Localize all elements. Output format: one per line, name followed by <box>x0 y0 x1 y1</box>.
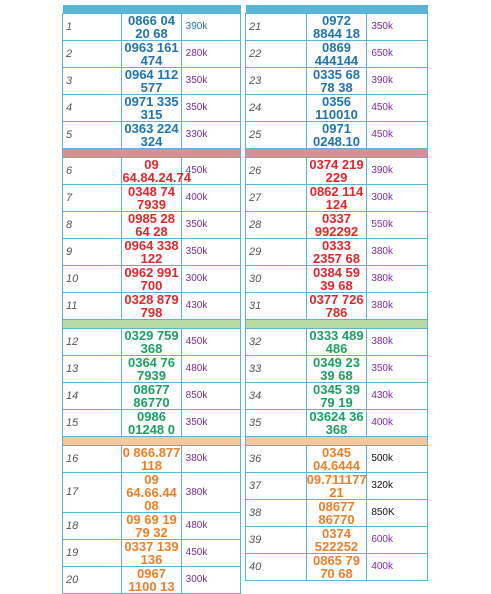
phone-number: 03624 36 368 <box>306 410 367 437</box>
phone-number: 0971 0248.10 <box>306 122 367 149</box>
phone-number: 0964 338 122 <box>122 239 181 266</box>
phone-number: 09 64.66.44 08 <box>122 473 181 513</box>
price: 390k <box>181 14 240 41</box>
price: 300k <box>181 567 240 594</box>
row-index: 2 <box>63 41 122 68</box>
price: 350k <box>181 95 240 122</box>
price: 450k <box>367 122 428 149</box>
price: 380k <box>367 293 428 320</box>
price: 480k <box>181 356 240 383</box>
phone-number: 0337 139 136 <box>122 540 181 567</box>
phone-number: 08677 86770 <box>122 383 181 410</box>
row-index: 23 <box>246 68 307 95</box>
row-index: 17 <box>63 473 122 513</box>
price: 320k <box>367 473 428 500</box>
phone-number: 0345 04.6444 <box>306 446 367 473</box>
table-row <box>246 527 428 554</box>
number-table-left <box>62 5 241 594</box>
price: 300k <box>367 185 428 212</box>
table-row <box>246 158 428 185</box>
table-row <box>246 293 428 320</box>
phone-number: 0869 444144 <box>306 41 367 68</box>
phone-number: 0862 114 124 <box>306 185 367 212</box>
price: 450k <box>181 158 240 185</box>
table-row <box>63 122 241 149</box>
phone-number: 0967 1100 13 <box>122 567 181 594</box>
row-index: 39 <box>246 527 307 554</box>
price: 480k <box>181 513 240 540</box>
table-row <box>246 329 428 356</box>
table-row <box>63 410 241 437</box>
phone-number: 0865 79 70 68 <box>306 554 367 581</box>
price: 350k <box>181 212 240 239</box>
row-index: 31 <box>246 293 307 320</box>
price: 450k <box>181 329 240 356</box>
row-index: 30 <box>246 266 307 293</box>
row-index: 21 <box>246 14 307 41</box>
phone-number: 0972 8844 18 <box>306 14 367 41</box>
row-index: 4 <box>63 95 122 122</box>
price: 380k <box>181 446 240 473</box>
table-row <box>246 446 428 473</box>
phone-number: 08677 86770 <box>306 500 367 527</box>
phone-number: 0329 759 368 <box>122 329 181 356</box>
row-index: 37 <box>246 473 307 500</box>
table-row <box>246 14 428 41</box>
table-row <box>63 513 241 540</box>
phone-number: 0384 59 39 68 <box>306 266 367 293</box>
table-row <box>246 68 428 95</box>
price: 400k <box>367 410 428 437</box>
price: 380k <box>367 266 428 293</box>
price: 400k <box>367 554 428 581</box>
phone-number: 09.711177 21 <box>306 472 367 500</box>
phone-number: 0335 68 78 38 <box>306 68 367 95</box>
row-index: 32 <box>246 329 307 356</box>
phone-number: 0986 01248 0 <box>122 410 181 437</box>
row-index: 35 <box>246 410 307 437</box>
table-row <box>246 212 428 239</box>
phone-number: 0374 219 229 <box>306 158 367 185</box>
price: 350k <box>367 356 428 383</box>
table-row <box>63 239 241 266</box>
price: 350k <box>181 239 240 266</box>
row-index: 34 <box>246 383 307 410</box>
table-row <box>63 158 241 185</box>
table-row <box>246 356 428 383</box>
row-index: 15 <box>63 410 122 437</box>
row-index: 16 <box>63 446 122 473</box>
price: 400k <box>181 185 240 212</box>
row-index: 22 <box>246 41 307 68</box>
table-row <box>246 554 428 581</box>
phone-number: 0866 04 20 68 <box>122 14 181 41</box>
row-index: 25 <box>246 122 307 149</box>
price: 450k <box>367 95 428 122</box>
phone-number: 0963 161 474 <box>122 41 181 68</box>
table-row <box>63 356 241 383</box>
table-row <box>63 212 241 239</box>
row-index: 9 <box>63 239 122 266</box>
price: 600k <box>367 527 428 554</box>
table-row <box>246 239 428 266</box>
phone-number: 0 866.877 118 <box>122 445 181 473</box>
table-row <box>63 185 241 212</box>
phone-number: 0345 39 79 19 <box>306 383 367 410</box>
table-row <box>63 68 241 95</box>
table-row <box>246 185 428 212</box>
row-index: 27 <box>246 185 307 212</box>
phone-number: 0333 489 486 <box>306 329 367 356</box>
table-row <box>63 41 241 68</box>
table-row <box>63 95 241 122</box>
row-index: 26 <box>246 158 307 185</box>
phone-number: 0328 879 798 <box>122 293 181 320</box>
price: 430k <box>181 293 240 320</box>
phone-number: 0962 991 700 <box>122 266 181 293</box>
phone-number: 0363 224 324 <box>122 122 181 149</box>
table-row <box>246 41 428 68</box>
row-index: 28 <box>246 212 307 239</box>
price: 300k <box>181 266 240 293</box>
table-row <box>63 329 241 356</box>
row-index: 38 <box>246 500 307 527</box>
row-index: 33 <box>246 356 307 383</box>
phone-number: 0377 726 786 <box>306 293 367 320</box>
phone-number: 0364 76 7939 <box>122 356 181 383</box>
table-row <box>246 266 428 293</box>
row-index: 6 <box>63 158 122 185</box>
row-index: 36 <box>246 446 307 473</box>
table-row <box>246 500 428 527</box>
row-index: 1 <box>63 14 122 41</box>
row-index: 12 <box>63 329 122 356</box>
row-index: 11 <box>63 293 122 320</box>
number-table-right <box>245 5 428 581</box>
table-row <box>63 446 241 473</box>
table-row <box>63 567 241 594</box>
row-index: 7 <box>63 185 122 212</box>
price: 850K <box>367 500 428 527</box>
row-index: 18 <box>63 513 122 540</box>
phone-number: 0337 992292 <box>306 212 367 239</box>
price: 280k <box>181 41 240 68</box>
price: 350k <box>181 410 240 437</box>
phone-number: 0349 23 39 68 <box>306 356 367 383</box>
price: 350k <box>181 68 240 95</box>
table-row <box>63 266 241 293</box>
row-index: 5 <box>63 122 122 149</box>
row-index: 3 <box>63 68 122 95</box>
table-row <box>246 95 428 122</box>
phone-number: 09 64.84.24.74 <box>122 157 192 185</box>
row-index: 19 <box>63 540 122 567</box>
price: 550k <box>367 212 428 239</box>
price: 390k <box>367 158 428 185</box>
table-row <box>63 14 241 41</box>
price: 390k <box>367 68 428 95</box>
price: 450k <box>181 540 240 567</box>
table-row <box>246 473 428 500</box>
price: 380k <box>181 473 240 513</box>
price: 330k <box>181 122 240 149</box>
table-row <box>246 410 428 437</box>
price: 380k <box>367 239 428 266</box>
phone-number: 0374 522252 <box>306 527 367 554</box>
table-row <box>63 383 241 410</box>
phone-number: 0333 2357 68 <box>306 239 367 266</box>
phone-number: 09 69 19 79 32 <box>122 513 181 540</box>
row-index: 24 <box>246 95 307 122</box>
table-row <box>246 383 428 410</box>
price: 850k <box>181 383 240 410</box>
phone-number: 0348 74 7939 <box>122 185 181 212</box>
phone-number: 0985 28 64 28 <box>122 212 181 239</box>
phone-number: 0971 335 315 <box>122 95 181 122</box>
row-index: 14 <box>63 383 122 410</box>
row-index: 10 <box>63 266 122 293</box>
row-index: 8 <box>63 212 122 239</box>
phone-number: 0356 110010 <box>306 95 367 122</box>
row-index: 40 <box>246 554 307 581</box>
price: 380k <box>367 329 428 356</box>
price: 500k <box>367 446 428 473</box>
row-index: 20 <box>63 567 122 594</box>
table-row <box>246 122 428 149</box>
table-row <box>63 293 241 320</box>
price: 430k <box>367 383 428 410</box>
row-index: 13 <box>63 356 122 383</box>
row-index: 29 <box>246 239 307 266</box>
table-row <box>63 540 241 567</box>
price: 350k <box>367 14 428 41</box>
table-row <box>63 473 241 513</box>
price: 650k <box>367 41 428 68</box>
phone-number: 0964 112 577 <box>122 68 181 95</box>
